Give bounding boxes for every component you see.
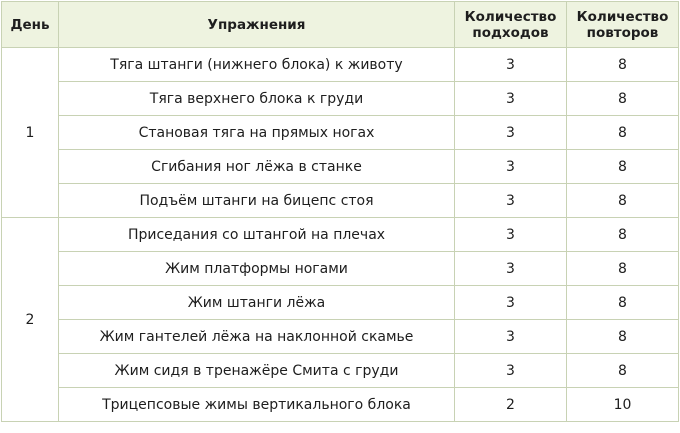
exercise-cell: Сгибания ног лёжа в станке [59, 150, 455, 184]
exercise-cell: Трицепсовые жимы вертикального блока [59, 388, 455, 422]
workout-table-container [1, 1, 679, 422]
exercise-cell: Жим штанги лёжа [59, 286, 455, 320]
header-sets-line-2: подходов [472, 24, 549, 41]
reps-cell: 8 [567, 116, 679, 150]
sets-cell: 3 [455, 150, 567, 184]
reps-cell: 8 [567, 150, 679, 184]
table-row [2, 116, 679, 150]
header-exercises: Упражнения [59, 2, 455, 48]
workout-table [1, 1, 679, 422]
sets-cell: 3 [455, 286, 567, 320]
header-sets [455, 2, 567, 48]
reps-cell: 8 [567, 184, 679, 218]
reps-cell: 8 [567, 252, 679, 286]
reps-cell: 8 [567, 82, 679, 116]
exercise-cell: Приседания со штангой на плечах [59, 218, 455, 252]
header-reps-line-1: Количество [576, 8, 669, 25]
exercise-cell: Становая тяга на прямых ногах [59, 116, 455, 150]
sets-cell: 3 [455, 82, 567, 116]
reps-cell: 8 [567, 286, 679, 320]
table-row [2, 150, 679, 184]
sets-cell: 3 [455, 320, 567, 354]
sets-cell: 3 [455, 252, 567, 286]
sets-cell: 2 [455, 388, 567, 422]
table-row [2, 218, 679, 252]
sets-cell: 3 [455, 354, 567, 388]
sets-cell: 3 [455, 48, 567, 82]
header-day: День [2, 2, 59, 48]
sets-cell: 3 [455, 116, 567, 150]
exercise-cell: Тяга верхнего блока к груди [59, 82, 455, 116]
reps-cell: 8 [567, 320, 679, 354]
table-row [2, 354, 679, 388]
exercise-cell: Жим сидя в тренажёре Смита с груди [59, 354, 455, 388]
table-row [2, 252, 679, 286]
sets-cell: 3 [455, 184, 567, 218]
header-reps-line-2: повторов [586, 24, 659, 41]
exercise-cell: Жим платформы ногами [59, 252, 455, 286]
sets-cell: 3 [455, 218, 567, 252]
exercise-cell: Тяга штанги (нижнего блока) к животу [59, 48, 455, 82]
table-row [2, 184, 679, 218]
reps-cell: 8 [567, 48, 679, 82]
table-row [2, 286, 679, 320]
table-header-row [2, 2, 679, 48]
exercise-cell: Подъём штанги на бицепс стоя [59, 184, 455, 218]
day-cell: 1 [2, 48, 59, 218]
reps-cell: 8 [567, 218, 679, 252]
reps-cell: 8 [567, 354, 679, 388]
header-sets-line-1: Количество [464, 8, 557, 25]
table-row [2, 320, 679, 354]
table-row [2, 48, 679, 82]
reps-cell: 10 [567, 388, 679, 422]
table-row [2, 82, 679, 116]
exercise-cell: Жим гантелей лёжа на наклонной скамье [59, 320, 455, 354]
table-row [2, 388, 679, 422]
header-reps [567, 2, 679, 48]
day-cell: 2 [2, 218, 59, 422]
